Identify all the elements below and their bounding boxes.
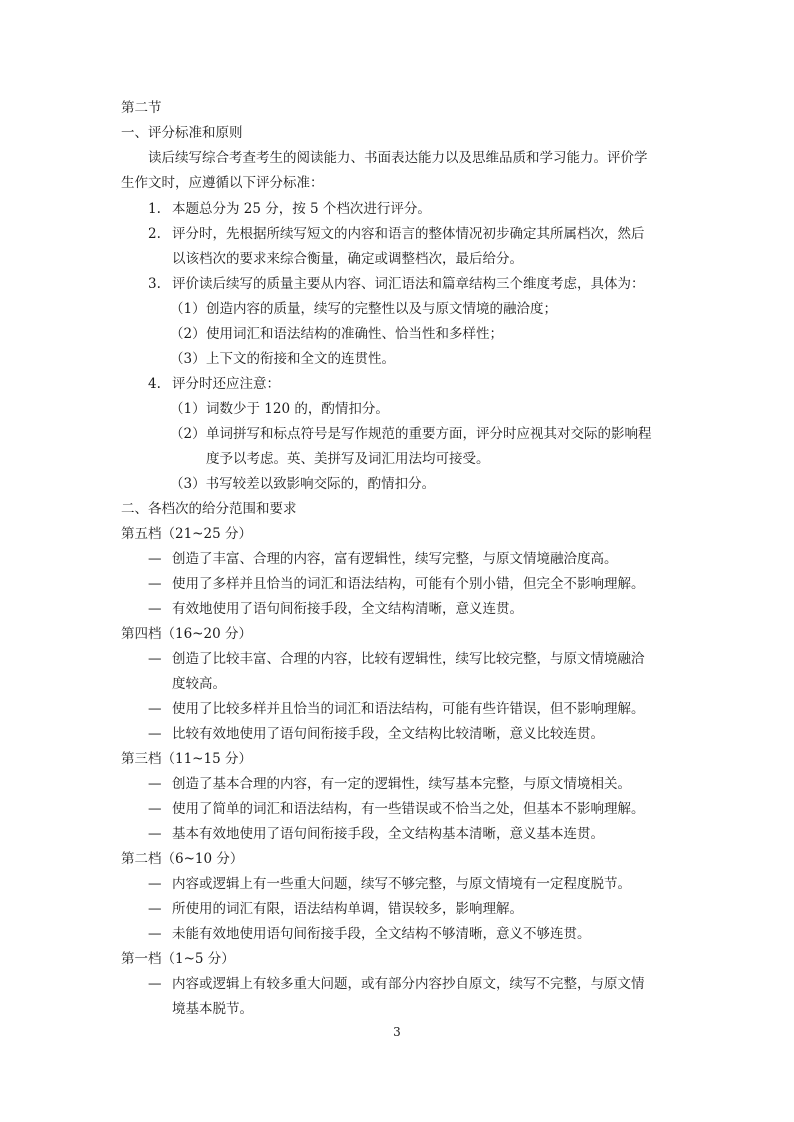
sub-item-text: 词数少于 120 的，酌情扣分。	[206, 401, 389, 417]
band-point: 有效地使用了语句间衔接手段，全文结构清晰，意义连贯。	[172, 601, 523, 617]
dash-bullet: —	[148, 701, 162, 717]
band-point: 基本有效地使用了语句间衔接手段，全文结构基本清晰，意义基本连贯。	[172, 826, 604, 842]
band-point: 内容或逻辑上有较多重大问题，或有部分内容抄自原文，续写不完整，与原文情	[172, 976, 645, 992]
sub-item-number: （3）	[170, 351, 206, 367]
band-point: 使用了多样并且恰当的词汇和语法结构，可能有个别小错，但完全不影响理解。	[172, 576, 645, 592]
item-number: 3.	[148, 276, 161, 292]
dash-bullet: —	[148, 651, 162, 667]
sub-item-text: 度予以考虑。英、美拼写及词汇用法均可接受。	[206, 451, 490, 467]
band-point: 未能有效地使用语句间衔接手段，全文结构不够清晰，意义不够连贯。	[172, 926, 591, 942]
sub-item-text: （3）书写较差以致影响交际的，酌情扣分。	[170, 476, 436, 492]
dash-bullet: —	[148, 926, 162, 942]
dash-bullet: —	[148, 551, 162, 567]
sub-item-text: 单词拼写和标点符号是写作规范的重要方面，评分时应视其对交际的影响程	[206, 426, 652, 442]
band-point: 使用了简单的词汇和语法结构，有一些错误或不恰当之处，但基本不影响理解。	[172, 801, 645, 817]
dash-bullet: —	[148, 776, 162, 792]
part2-heading: 二、各档次的给分范围和要求	[121, 501, 297, 517]
band-point: 使用了比较多样并且恰当的词汇和语法结构，可能有些许错误，但不影响理解。	[172, 701, 645, 717]
sub-item-number: （2）	[170, 326, 206, 342]
band-point: 境基本脱节。	[172, 1001, 253, 1017]
page-number: 3	[393, 1025, 401, 1039]
dash-bullet: —	[148, 726, 162, 742]
section-title: 第二节	[121, 100, 162, 116]
band-title: 第二档（6~10 分）	[121, 851, 244, 867]
sub-item-number: （1）	[170, 401, 206, 417]
band-title: 第五档（21~25 分）	[121, 526, 252, 542]
item-number: 1.	[148, 201, 161, 217]
intro-line: 生作文时，应遵循以下评分标准：	[121, 175, 324, 191]
item-text: 评分时，先根据所续写短文的内容和语言的整体情况初步确定其所属档次，然后	[172, 226, 645, 242]
band-point: 内容或逻辑上有一些重大问题，续写不够完整，与原文情境有一定程度脱节。	[172, 876, 631, 892]
sub-item-text: 使用词汇和语法结构的准确性、恰当性和多样性；	[206, 326, 503, 342]
intro-line: 读后续写综合考查考生的阅读能力、书面表达能力以及思维品质和学习能力。评价学	[148, 150, 648, 166]
dash-bullet: —	[148, 976, 162, 992]
sub-item-text: 上下文的衔接和全文的连贯性。	[206, 351, 395, 367]
band-title: 第一档（1~5 分）	[121, 951, 235, 967]
dash-bullet: —	[148, 901, 162, 917]
band-point: 创造了丰富、合理的内容，富有逻辑性，续写完整，与原文情境融洽度高。	[172, 551, 618, 567]
band-title: 第三档（11~15 分）	[121, 751, 252, 767]
band-point: 度较高。	[172, 676, 226, 692]
band-point: 创造了比较丰富、合理的内容，比较有逻辑性，续写比较完整，与原文情境融洽	[172, 651, 645, 667]
dash-bullet: —	[148, 601, 162, 617]
dash-bullet: —	[148, 576, 162, 592]
item-number: 2.	[148, 226, 161, 242]
part1-heading: 一、评分标准和原则	[121, 125, 243, 141]
item-text: 评价读后续写的质量主要从内容、词汇语法和篇章结构三个维度考虑，具体为：	[172, 276, 645, 292]
item-text: 评分时还应注意：	[172, 376, 280, 392]
sub-item-number: （2）	[170, 426, 206, 442]
band-point: 比较有效地使用了语句间衔接手段，全文结构比较清晰，意义比较连贯。	[172, 726, 604, 742]
band-point: 所使用的词汇有限，语法结构单调，错误较多，影响理解。	[172, 901, 523, 917]
band-title: 第四档（16~20 分）	[121, 626, 252, 642]
band-point: 创造了基本合理的内容，有一定的逻辑性，续写基本完整，与原文情境相关。	[172, 776, 631, 792]
sub-item-number: （1）	[170, 301, 206, 317]
item-text: 本题总分为 25 分，按 5 个档次进行评分。	[172, 201, 431, 217]
dash-bullet: —	[148, 876, 162, 892]
item-text: 以该档次的要求来综合衡量，确定或调整档次，最后给分。	[172, 251, 523, 267]
dash-bullet: —	[148, 826, 162, 842]
item-number: 4.	[148, 376, 161, 392]
dash-bullet: —	[148, 801, 162, 817]
sub-item-text: 创造内容的质量，续写的完整性以及与原文情境的融洽度；	[206, 301, 557, 317]
